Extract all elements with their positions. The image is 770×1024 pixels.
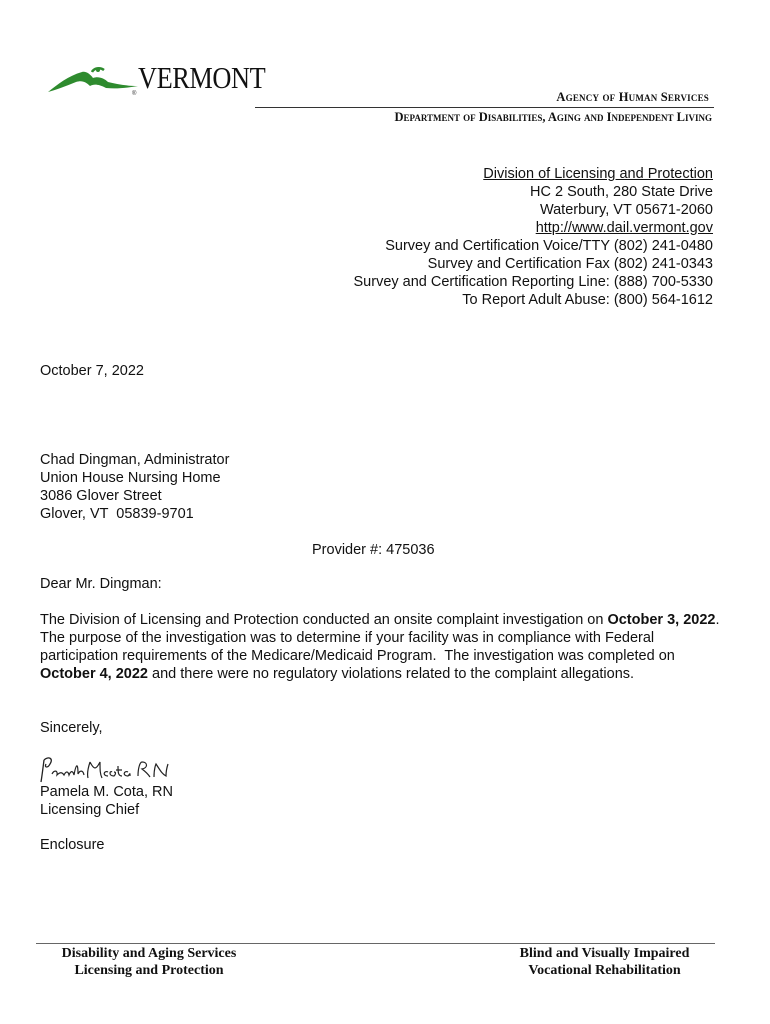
body-text-2: . The purpose of the investigation was to determine if your facility was in compliance with Federal participation requirements of the Medicare/Medicaid Program. The investigation was completed on	[40, 612, 724, 664]
voice-line: Survey and Certification Voice/TTY (802) 241-0480	[385, 238, 713, 254]
signer-title: Licensing Chief	[40, 802, 140, 818]
fax-line: Survey and Certification Fax (802) 241-0343	[427, 256, 713, 272]
vermont-mountain-logo-icon	[46, 62, 146, 98]
provider-number: Provider #: 475036	[312, 542, 435, 558]
recipient-facility: Union House Nursing Home	[40, 470, 221, 486]
abuse-line: To Report Adult Abuse: (800) 564-1612	[462, 292, 713, 308]
website-link[interactable]: http://www.dail.vermont.gov	[535, 220, 713, 236]
recipient-street: 3086 Glover Street	[40, 488, 162, 504]
header-divider	[255, 107, 714, 108]
body-paragraph	[40, 611, 724, 683]
footer-divider	[36, 943, 715, 944]
division-name: Division of Licensing and Protection	[483, 166, 713, 182]
address-line-1: HC 2 South, 280 State Drive	[530, 184, 713, 200]
department-name: Department of Disabilities, Aging and Independent Living	[394, 110, 712, 124]
closing: Sincerely,	[40, 720, 103, 736]
investigation-date: October 3, 2022	[607, 612, 716, 628]
footer-left	[36, 945, 262, 979]
svg-text:®: ®	[132, 91, 137, 97]
address-line-2: Waterbury, VT 05671-2060	[539, 202, 713, 218]
agency-name: Agency of Human Services	[556, 90, 709, 104]
letter-date: October 7, 2022	[40, 363, 144, 379]
salutation: Dear Mr. Dingman:	[40, 576, 162, 592]
footer-right-line-1: Blind and Visually Impaired	[519, 946, 690, 961]
body-text-1: The Division of Licensing and Protection conducted an onsite complaint investigation on	[40, 612, 608, 628]
recipient-city: Glover, VT 05839-9701	[40, 506, 194, 522]
signer-block	[40, 783, 173, 819]
footer-right-line-2: Vocational Rehabilitation	[528, 963, 681, 978]
footer-right	[497, 945, 712, 979]
recipient-address	[40, 451, 229, 523]
completion-date: October 4, 2022	[40, 666, 148, 682]
body-text-3: and there were no regulatory violations related to the complaint allegations.	[148, 666, 635, 682]
vermont-wordmark: VERMONT	[138, 60, 266, 95]
handwritten-signature	[38, 754, 188, 786]
enclosure-note: Enclosure	[40, 837, 105, 853]
signer-name: Pamela M. Cota, RN	[40, 784, 173, 800]
footer-left-line-2: Licensing and Protection	[74, 963, 224, 978]
reporting-line: Survey and Certification Reporting Line: (888) 700-5330	[353, 274, 713, 290]
contact-block	[354, 165, 714, 309]
footer-left-line-1: Disability and Aging Services	[61, 946, 237, 961]
recipient-name: Chad Dingman, Administrator	[40, 452, 230, 468]
